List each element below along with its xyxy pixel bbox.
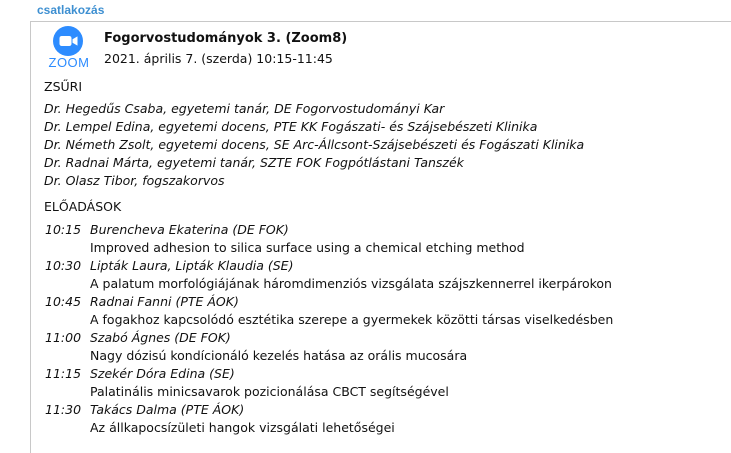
talk-item [0, 329, 731, 365]
talks-heading: ELŐADÁSOK [44, 199, 122, 214]
jury-member: Dr. Németh Zsolt, egyetemi docens, SE Arc-Állcsont-Szájsebészeti és Fogászati Klinika [44, 137, 585, 152]
talk-item [0, 401, 731, 437]
talk-speaker: Takács Dalma (PTE ÁOK) [90, 402, 245, 417]
talk-title: A fogakhoz kapcsolódó esztétika szerepe a gyermekek közötti társas viselkedésben [90, 312, 614, 327]
event-datetime: 2021. április 7. (szerda) 10:15-11:45 [104, 51, 333, 66]
join-link[interactable]: csatlakozás [37, 3, 105, 17]
talk-list [0, 221, 731, 437]
talk-title: Nagy dózisú kondícionáló kezelés hatása az orális mucosára [90, 348, 468, 363]
talk-speaker: Szabó Ágnes (DE FOK) [90, 330, 231, 345]
talk-item [0, 257, 731, 293]
talk-title: Improved adhesion to silica surface using a chemical etching method [90, 240, 525, 255]
talk-speaker: Burencheva Ekaterina (DE FOK) [90, 222, 289, 237]
talk-item [0, 365, 731, 401]
jury-member: Dr. Radnai Márta, egyetemi tanár, SZTE FOK Fogpótlástani Tanszék [44, 155, 464, 170]
talk-time: 11:15 [45, 366, 82, 381]
zoom-logo-text: ZOOM [48, 55, 90, 70]
jury-member: Dr. Olasz Tibor, fogszakorvos [44, 173, 225, 188]
talk-item [0, 221, 731, 257]
jury-member: Dr. Hegedűs Csaba, egyetemi tanár, DE Fogorvostudományi Kar [44, 101, 445, 116]
talk-item [0, 293, 731, 329]
jury-list [44, 100, 584, 190]
talk-speaker: Radnai Fanni (PTE ÁOK) [90, 294, 239, 309]
jury-heading: ZSŰRI [44, 79, 83, 94]
talk-title: Palatinális minicsavarok pozicionálása CBCT segítségével [90, 384, 449, 399]
talk-time: 10:30 [45, 258, 82, 273]
talk-time: 11:00 [45, 330, 82, 345]
jury-member: Dr. Lempel Edina, egyetemi docens, PTE KK Fogászati- és Szájsebészeti Klinika [44, 119, 538, 134]
talk-speaker: Szekér Dóra Edina (SE) [90, 366, 235, 381]
event-title: Fogorvostudományok 3. (Zoom8) [104, 31, 348, 46]
talk-time: 10:15 [45, 222, 82, 237]
talk-title: A palatum morfológiájának háromdimenziós vizsgálata szájszkennerrel ikerpárokon [90, 276, 612, 291]
zoom-logo [47, 24, 91, 68]
zoom-camera-icon [53, 26, 83, 56]
talk-time: 10:45 [45, 294, 82, 309]
talk-time: 11:30 [45, 402, 82, 417]
talk-title: Az állkapocsízületi hangok vizsgálati lehetőségei [90, 420, 395, 435]
talk-speaker: Lipták Laura, Lipták Klaudia (SE) [90, 258, 294, 273]
